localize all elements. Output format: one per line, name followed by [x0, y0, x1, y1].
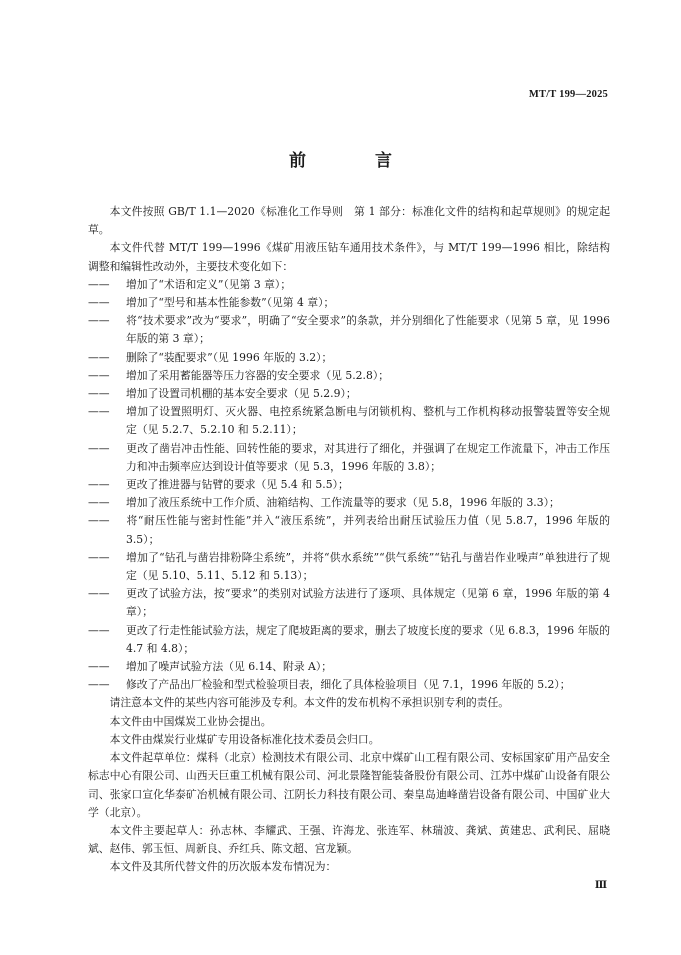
drafting-units: 本文件起草单位：煤科（北京）检测技术有限公司、北京中煤矿山工程有限公司、安标国家矿用产品安全标志中心有限公司、山西天巨重工机械有限公司、河北景隆智能装备股份有限公司、江苏中煤矿山设备有限公司、张家口宣化华泰矿冶机械有限公司、江阴长力科技有限公司、秦皇岛迪峰凿岩设备有限公司、中国矿业大学（北京）。 [88, 751, 610, 819]
dash-marker: —— [88, 478, 110, 492]
dash-marker: —— [88, 277, 110, 291]
dash-marker: —— [88, 441, 110, 455]
page-title: 前 言 [289, 151, 418, 171]
change-item [88, 512, 610, 548]
change-item [88, 440, 610, 476]
change-item [88, 294, 610, 312]
page-number: Ⅲ [594, 880, 607, 891]
change-item-text: 增加了液压系统中工作介质、油箱结构、工作流量等的要求（见 5.8，1996 年版的 3.3）； [126, 496, 560, 510]
change-item [88, 385, 610, 403]
change-item-text: 更改了推进器与钻臂的要求（见 5.4 和 5.5）； [126, 478, 349, 492]
dash-marker: —— [88, 587, 110, 601]
intro-paragraph: 本文件按照 GB/T 1.1—2020《标准化工作导则 第 1 部分：标准化文件的结构和起草规则》的规定起草。 [88, 205, 610, 237]
version-history-intro: 本文件及其所代替文件的历次版本发布情况为： [109, 860, 337, 874]
dash-marker: —— [88, 314, 110, 328]
change-item [88, 658, 610, 676]
dash-marker: —— [88, 550, 110, 564]
change-item [88, 367, 610, 385]
dash-marker: —— [88, 660, 110, 674]
drafters: 本文件主要起草人：孙志林、李耀武、王强、许海龙、张连军、林瑞波、龚斌、黄建忠、武利民、屈晓斌、赵伟、郭玉恒、周新良、乔红兵、陈文超、宫龙颖。 [88, 823, 610, 856]
change-item [88, 585, 610, 621]
dash-marker: —— [88, 296, 110, 310]
dash-marker: —— [88, 623, 110, 637]
change-item-text: 删除了“装配要求”（见 1996 年版的 3.2）； [126, 350, 333, 364]
change-item [88, 622, 610, 658]
change-item-text: 增加了设置司机棚的基本安全要求（见 5.2.9）； [126, 387, 357, 401]
change-item-text: 增加了采用蓄能器等压力容器的安全要求（见 5.2.8）； [126, 368, 390, 382]
change-item-text: 增加了设置照明灯、灭火器、电控系统紧急断电与闭锁机构、整机与工作机构移动报警装置等安全规定（见 5.2.7、5.2.10 和 5.2.11）； [126, 405, 610, 437]
intro-paragraph: 本文件代替 MT/T 199—1996《煤矿用液压钻车通用技术条件》，与 MT/T 199—1996 相比，除结构调整和编辑性改动外，主要技术变化如下： [88, 241, 610, 273]
dash-marker: —— [88, 678, 110, 692]
foreword-body [88, 203, 610, 877]
change-item-text: 增加了“型号和基本性能参数”（见第 4 章）； [126, 296, 335, 310]
change-item-text: 更改了试验方法，按“要求”的类别对试验方法进行了逐项、具体规定（见第 6 章，1996 年版的第 4 章）； [126, 587, 610, 619]
change-item [88, 549, 610, 585]
dash-marker: —— [88, 405, 110, 419]
change-item-text: 将“耐压性能与密封性能”并入“液压系统”，并列表给出耐压试验压力值（见 5.8.7，1996 年版的 3.5）； [126, 514, 610, 546]
committee-statement: 本文件由煤炭行业煤矿专用设备标准化技术委员会归口。 [109, 732, 380, 746]
change-item [88, 312, 610, 348]
change-item [88, 403, 610, 439]
change-item [88, 476, 610, 494]
change-item [88, 276, 610, 294]
dash-marker: —— [88, 514, 110, 528]
change-item-text: 修改了产品出厂检验和型式检验项目表，细化了具体检验项目（见 7.1，1996 年版的 5.2）； [126, 678, 571, 692]
change-item-text: 增加了“术语和定义”（见第 3 章）； [126, 277, 292, 291]
dash-marker: —— [88, 387, 110, 401]
standard-code: MT/T 199—2025 [528, 89, 608, 100]
dash-marker: —— [88, 496, 110, 510]
change-item [88, 676, 610, 694]
change-item-text: 更改了行走性能试验方法，规定了爬坡距离的要求，删去了坡度长度的要求（见 6.8.3，1996 年版的 4.7 和 4.8）； [126, 623, 610, 655]
proposer-statement: 本文件由中国煤炭工业协会提出。 [109, 714, 272, 728]
change-item-text: 增加了“钻孔与凿岩排粉降尘系统”，并将“供水系统”“供气系统”“钻孔与凿岩作业噪声”单独进行了规定（见 5.10、5.11、5.12 和 5.13）； [126, 550, 610, 583]
dash-marker: —— [88, 350, 110, 364]
patent-notice: 请注意本文件的某些内容可能涉及专利。本文件的发布机构不承担识别专利的责任。 [109, 696, 510, 710]
change-item [88, 349, 610, 367]
change-item [88, 494, 610, 512]
change-item-text: 更改了凿岩冲击性能、回转性能的要求，对其进行了细化，并强调了在规定工作流量下，冲击工作压力和冲击频率应达到设计值等要求（见 5.3，1996 年版的 3.8）； [126, 441, 610, 473]
change-item-text: 将“技术要求”改为“要求”，明确了“安全要求”的条款，并分别细化了性能要求（见第 5 章，见 1996 年版的第 3 章）； [126, 314, 610, 346]
change-item-text: 增加了噪声试验方法（见 6.14、附录 A）； [126, 660, 333, 674]
dash-marker: —— [88, 368, 110, 382]
